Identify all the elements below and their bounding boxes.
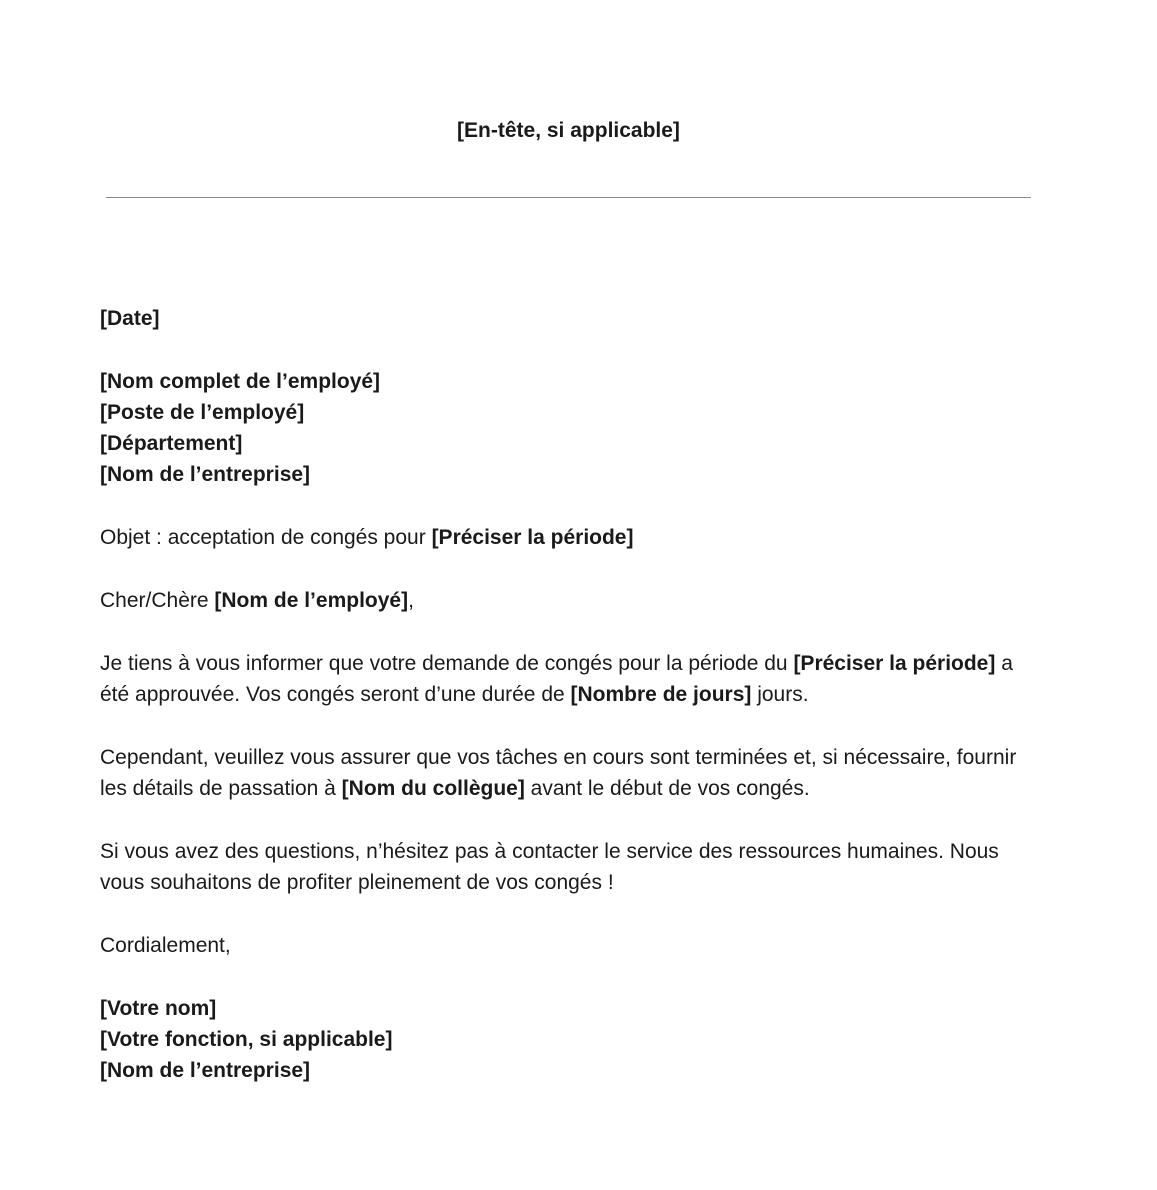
greeting-prefix: Cher/Chère: [100, 589, 215, 612]
paragraph-approval-days: [Nombre de jours]: [570, 683, 752, 706]
subject-line: [100, 522, 1040, 553]
signature-role: [Votre fonction, si applicable]: [100, 1028, 393, 1051]
recipient-name: [Nom complet de l’employé]: [100, 370, 381, 393]
closing: Cordialement,: [100, 934, 231, 957]
subject-prefix: Objet : acceptation de congés pour: [100, 526, 432, 549]
letter-date: [Date]: [100, 307, 160, 330]
signature-block: [100, 993, 1040, 1086]
greeting-suffix: ,: [408, 589, 414, 612]
paragraph-approval-period: [Préciser la période]: [793, 652, 996, 675]
recipient-company: [Nom de l’entreprise]: [100, 463, 311, 486]
header-divider: [106, 197, 1031, 198]
letter-header: [En-tête, si applicable]: [457, 119, 680, 142]
subject-period: [Préciser la période]: [431, 526, 634, 549]
recipient-position: [Poste de l’employé]: [100, 401, 305, 424]
greeting: [100, 585, 1040, 616]
paragraph-handover: [100, 742, 1040, 804]
paragraph-approval-text-2: a été approuvée. Vos congés seront d’une durée de: [100, 652, 1013, 706]
signature-name: [Votre nom]: [100, 997, 217, 1020]
signature-company: [Nom de l’entreprise]: [100, 1059, 311, 1082]
recipient-department: [Département]: [100, 432, 243, 455]
paragraph-approval: [100, 648, 1040, 710]
greeting-name: [Nom de l’employé]: [214, 589, 409, 612]
paragraph-approval-text-1: Je tiens à vous informer que votre demande de congés pour la période du: [100, 652, 794, 675]
paragraph-handover-text-1: Cependant, veuillez vous assurer que vos tâches en cours sont terminées et, si nécessaire, fournir les détails de passation à: [100, 746, 1017, 800]
paragraph-handover-colleague: [Nom du collègue]: [341, 777, 525, 800]
paragraph-approval-text-3: jours.: [751, 683, 809, 706]
letter-body: [100, 303, 1040, 1086]
paragraph-questions: Si vous avez des questions, n’hésitez pas à contacter le service des ressources humaines. Nous vous souhaitons de profiter pleinement de vos congés !: [100, 840, 999, 894]
paragraph-handover-text-2: avant le début de vos congés.: [524, 777, 810, 800]
